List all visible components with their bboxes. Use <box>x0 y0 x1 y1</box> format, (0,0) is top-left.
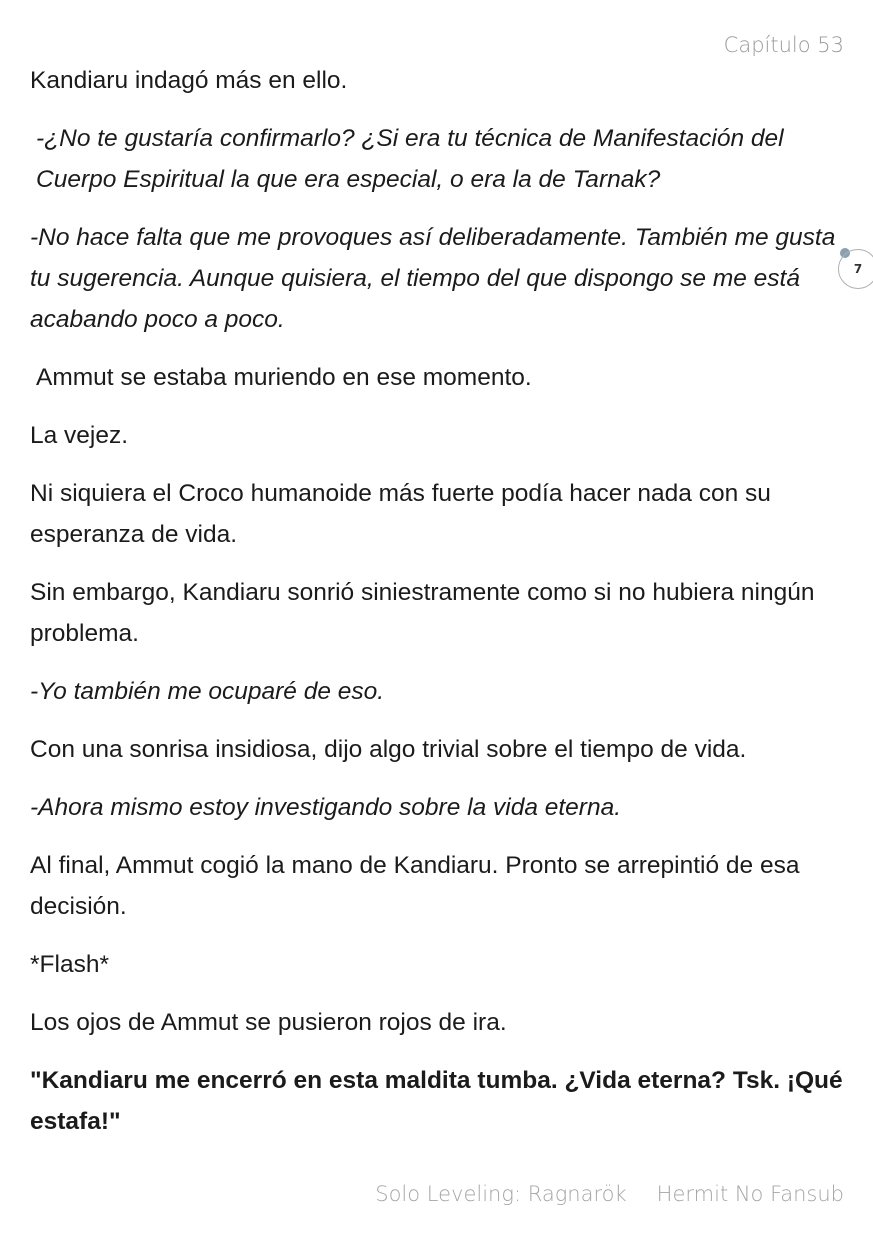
bold-paragraph: "Kandiaru me encerró en esta maldita tumba. ¿Vida eterna? Tsk. ¡Qué estafa!" <box>30 1067 843 1135</box>
paragraph: Los ojos de Ammut se pusieron rojos de ira. <box>30 1009 507 1036</box>
paragraph: Ammut se estaba muriendo en ese momento. <box>36 364 532 391</box>
paragraph: Con una sonrisa insidiosa, dijo algo trivial sobre el tiempo de vida. <box>30 736 747 763</box>
dialogue-paragraph: -Ahora mismo estoy investigando sobre la vida eterna. <box>30 794 622 821</box>
page-footer <box>375 1182 844 1206</box>
footer-series-title: Solo Leveling: Ragnarök <box>375 1182 627 1206</box>
dialogue-paragraph: -Yo también me ocuparé de eso. <box>30 678 385 705</box>
paragraph: La vejez. <box>30 422 129 449</box>
paragraph: Al final, Ammut cogió la mano de Kandiaru. Pronto se arrepintió de esa decisión. <box>30 852 800 920</box>
chapter-text <box>30 60 845 1159</box>
paragraph: Sin embargo, Kandiaru sonrió siniestramente como si no hubiera ningún problema. <box>30 579 815 647</box>
paragraph: Ni siquiera el Croco humanoide más fuerte podía hacer nada con su esperanza de vida. <box>30 480 771 548</box>
paragraph: Kandiaru indagó más en ello. <box>30 67 348 94</box>
dialogue-paragraph: -No hace falta que me provoques así deliberadamente. También me gusta tu sugerencia. Aunque quisiera, el tiempo del que dispongo se me está acabando poco a poco. <box>30 224 836 333</box>
dialogue-paragraph: -¿No te gustaría confirmarlo? ¿Si era tu técnica de Manifestación del Cuerpo Espiritual la que era especial, o era la de Tarnak? <box>36 125 784 193</box>
footer-group-name: Hermit No Fansub <box>656 1182 844 1206</box>
chapter-label: Capítulo 53 <box>723 33 844 57</box>
paragraph: *Flash* <box>30 951 109 978</box>
page-number-badge[interactable]: 7 <box>838 249 873 289</box>
